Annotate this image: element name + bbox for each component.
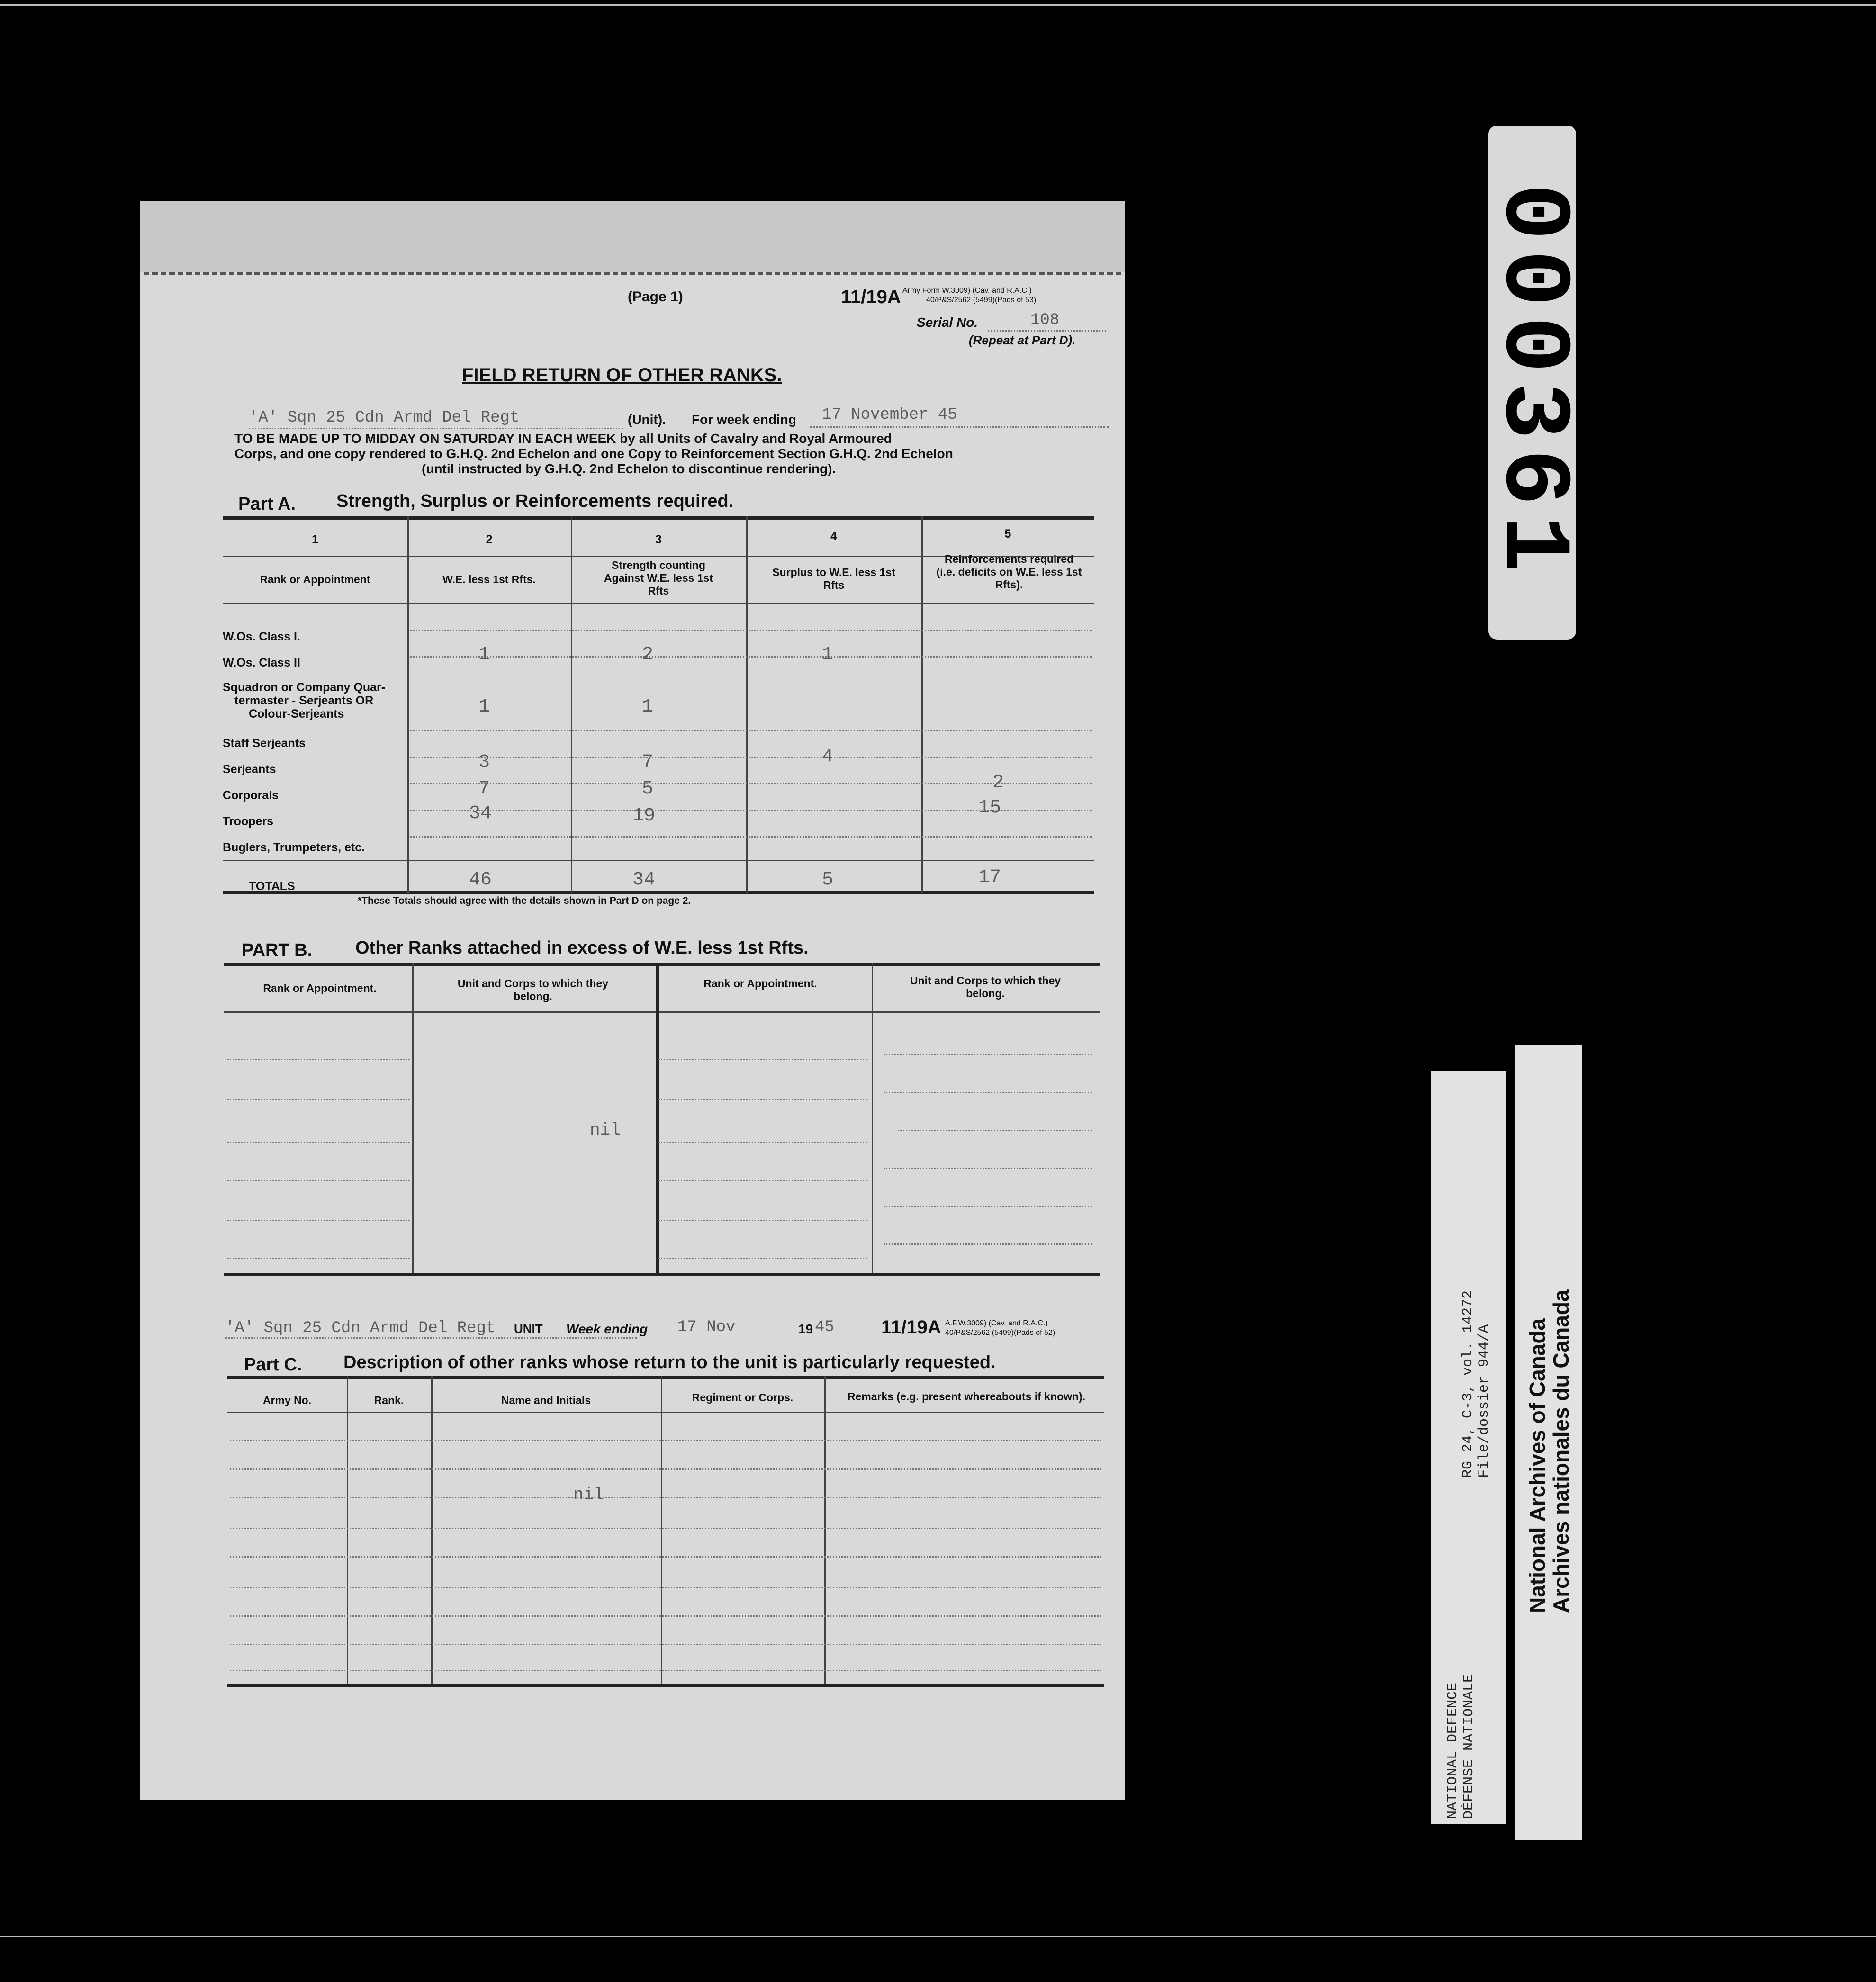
row-strength: 2 bbox=[642, 644, 654, 666]
col-number-3: 3 bbox=[655, 533, 662, 546]
part-c-col-army-no: Army No. bbox=[262, 1394, 312, 1406]
row-strength: 19 bbox=[632, 805, 656, 827]
instructions-line1: TO BE MADE UP TO MIDDAY ON SATURDAY IN EACH WEEK by all Units of Cavalry and Royal Armoured bbox=[234, 431, 892, 446]
totals-reinforcements: 17 bbox=[978, 867, 1001, 888]
week-ending-value: 17 November 45 bbox=[822, 406, 957, 424]
repeat-note: (Repeat at Part D). bbox=[969, 333, 1076, 347]
row-rank: Serjeants bbox=[223, 763, 276, 776]
col-number-5: 5 bbox=[1004, 527, 1011, 541]
part-b-heading: Other Ranks attached in excess of W.E. less 1st Rfts. bbox=[355, 938, 809, 958]
part-b-col-unit-1: Unit and Corps to which they belong. bbox=[457, 977, 609, 1002]
row-rank-line1: Squadron or Company Quar- bbox=[223, 681, 386, 694]
row-rank: W.Os. Class II bbox=[223, 656, 300, 669]
part-c-year-value: 45 bbox=[815, 1318, 834, 1336]
col-header-surplus: Surplus to W.E. less 1st Rfts bbox=[772, 566, 895, 591]
part-b-col-rank-1: Rank or Appointment. bbox=[263, 982, 377, 994]
page-label: (Page 1) bbox=[628, 289, 683, 305]
row-strength: 5 bbox=[642, 778, 654, 800]
col-header-we: W.E. less 1st Rfts. bbox=[442, 573, 536, 586]
serial-label: Serial No. bbox=[917, 315, 978, 330]
part-c-col-name: Name and Initials bbox=[501, 1394, 591, 1406]
army-form-line1: Army Form W.3009) (Cav. and R.A.C.) bbox=[902, 287, 1032, 295]
part-c-form-line2: 40/P&S/2562 (5499)(Pads of 52) bbox=[945, 1329, 1055, 1337]
part-c-form-line1: A.F.W.3009) (Cav. and R.A.C.) bbox=[945, 1319, 1048, 1327]
serial-value: 108 bbox=[1030, 311, 1060, 329]
part-c-unit-value: 'A' Sqn 25 Cdn Armd Del Regt bbox=[225, 1319, 496, 1337]
row-reinforcements: 2 bbox=[992, 772, 1004, 793]
part-c-heading: Description of other ranks whose return to the unit is particularly requested. bbox=[343, 1352, 996, 1372]
col-header-reinforcements: Reinforcements required (i.e. deficits on W.E. less 1st Rfts). bbox=[936, 553, 1082, 591]
army-form-line2: 40/P&S/2562 (5499)(Pads of 53) bbox=[926, 296, 1037, 304]
part-a-heading: Strength, Surplus or Reinforcements required. bbox=[336, 491, 734, 511]
part-a-label: Part A. bbox=[238, 494, 296, 514]
part-b-label: PART B. bbox=[242, 940, 313, 960]
part-c-label: Part C. bbox=[244, 1355, 302, 1375]
totals-we: 46 bbox=[469, 869, 492, 891]
film-top-edge bbox=[0, 4, 1876, 6]
row-rank-line2: termaster - Serjeants OR bbox=[234, 694, 374, 707]
field-return-form bbox=[140, 201, 1125, 1800]
part-c-week-label: Week ending bbox=[566, 1322, 648, 1336]
tear-off-strip bbox=[140, 201, 1125, 272]
row-we: 1 bbox=[478, 696, 490, 718]
frame-number-display bbox=[1479, 126, 1586, 640]
nac-line2: Archives nationales du Canada bbox=[1549, 1289, 1573, 1613]
nd-line1: NATIONAL DEFENCE bbox=[1445, 1682, 1461, 1819]
national-defence-label bbox=[1431, 1071, 1506, 1824]
part-b-col-unit-2: Unit and Corps to which they belong. bbox=[910, 974, 1061, 1000]
col-number-2: 2 bbox=[486, 533, 493, 546]
row-surplus: 4 bbox=[822, 746, 834, 767]
nac-line1: National Archives of Canada bbox=[1525, 1318, 1550, 1613]
row-strength: 7 bbox=[642, 752, 654, 773]
instructions-line2: Corps, and one copy rendered to G.H.Q. 2nd Echelon and one Copy to Reinforcement Section G.H.Q. 2nd Echelon bbox=[234, 446, 953, 461]
part-b-entry: nil bbox=[590, 1120, 621, 1140]
row-rank-line3: Colour-Serjeants bbox=[249, 707, 344, 721]
unit-label: (Unit). bbox=[628, 412, 666, 427]
perforation-line bbox=[144, 272, 1121, 275]
row-rank: Buglers, Trumpeters, etc. bbox=[223, 841, 365, 854]
row-surplus: 1 bbox=[822, 644, 834, 666]
part-c-unit-label: UNIT bbox=[514, 1322, 543, 1336]
totals-surplus: 5 bbox=[822, 869, 834, 891]
part-b-col-rank-2: Rank or Appointment. bbox=[704, 977, 817, 990]
col-number-4: 4 bbox=[830, 530, 837, 543]
national-archives-label bbox=[1515, 1045, 1582, 1840]
part-c-col-remarks: Remarks (e.g. present whereabouts if known). bbox=[847, 1390, 1086, 1403]
instructions-line3: (until instructed by G.H.Q. 2nd Echelon to discontinue rendering). bbox=[422, 461, 836, 476]
row-rank: Troopers bbox=[223, 815, 273, 828]
col-header-rank: Rank or Appointment bbox=[260, 573, 370, 586]
film-bottom-edge bbox=[0, 1936, 1876, 1937]
totals-label: TOTALS bbox=[249, 880, 295, 893]
col-number-1: 1 bbox=[312, 533, 318, 546]
row-we: 34 bbox=[469, 803, 492, 824]
part-c-entry: nil bbox=[573, 1485, 604, 1505]
part-c-year-prefix: 19 bbox=[798, 1322, 813, 1336]
row-reinforcements: 15 bbox=[978, 797, 1001, 819]
col-header-strength: Strength counting Against W.E. less 1st Rfts bbox=[604, 559, 713, 597]
frame-number: 000361 bbox=[1479, 183, 1586, 582]
nd-line3: RG 24, C-3, vol. 14272 bbox=[1460, 1290, 1476, 1478]
row-rank: Staff Serjeants bbox=[223, 737, 306, 750]
row-strength: 1 bbox=[642, 696, 654, 718]
part-c-col-regiment: Regiment or Corps. bbox=[692, 1391, 794, 1404]
row-rank: W.Os. Class I. bbox=[223, 630, 300, 643]
row-we: 7 bbox=[478, 778, 490, 800]
totals-note: *These Totals should agree with the details shown in Part D on page 2. bbox=[358, 895, 691, 906]
part-c-col-rank: Rank. bbox=[374, 1394, 404, 1406]
row-rank: Corporals bbox=[223, 789, 279, 802]
week-ending-label: For week ending bbox=[692, 412, 796, 427]
totals-strength: 34 bbox=[632, 869, 656, 891]
part-c-week-value: 17 Nov bbox=[677, 1318, 736, 1336]
form-code: 11/19A bbox=[841, 287, 901, 307]
row-we: 3 bbox=[478, 752, 490, 773]
nd-line4: File/dossier 944/A bbox=[1476, 1324, 1492, 1478]
part-c-form-code: 11/19A bbox=[881, 1317, 941, 1338]
unit-value: 'A' Sqn 25 Cdn Armd Del Regt bbox=[249, 409, 520, 427]
form-title: FIELD RETURN OF OTHER RANKS. bbox=[462, 365, 782, 386]
nd-line2: DÉFENSE NATIONALE bbox=[1461, 1674, 1477, 1819]
row-we: 1 bbox=[478, 644, 490, 666]
